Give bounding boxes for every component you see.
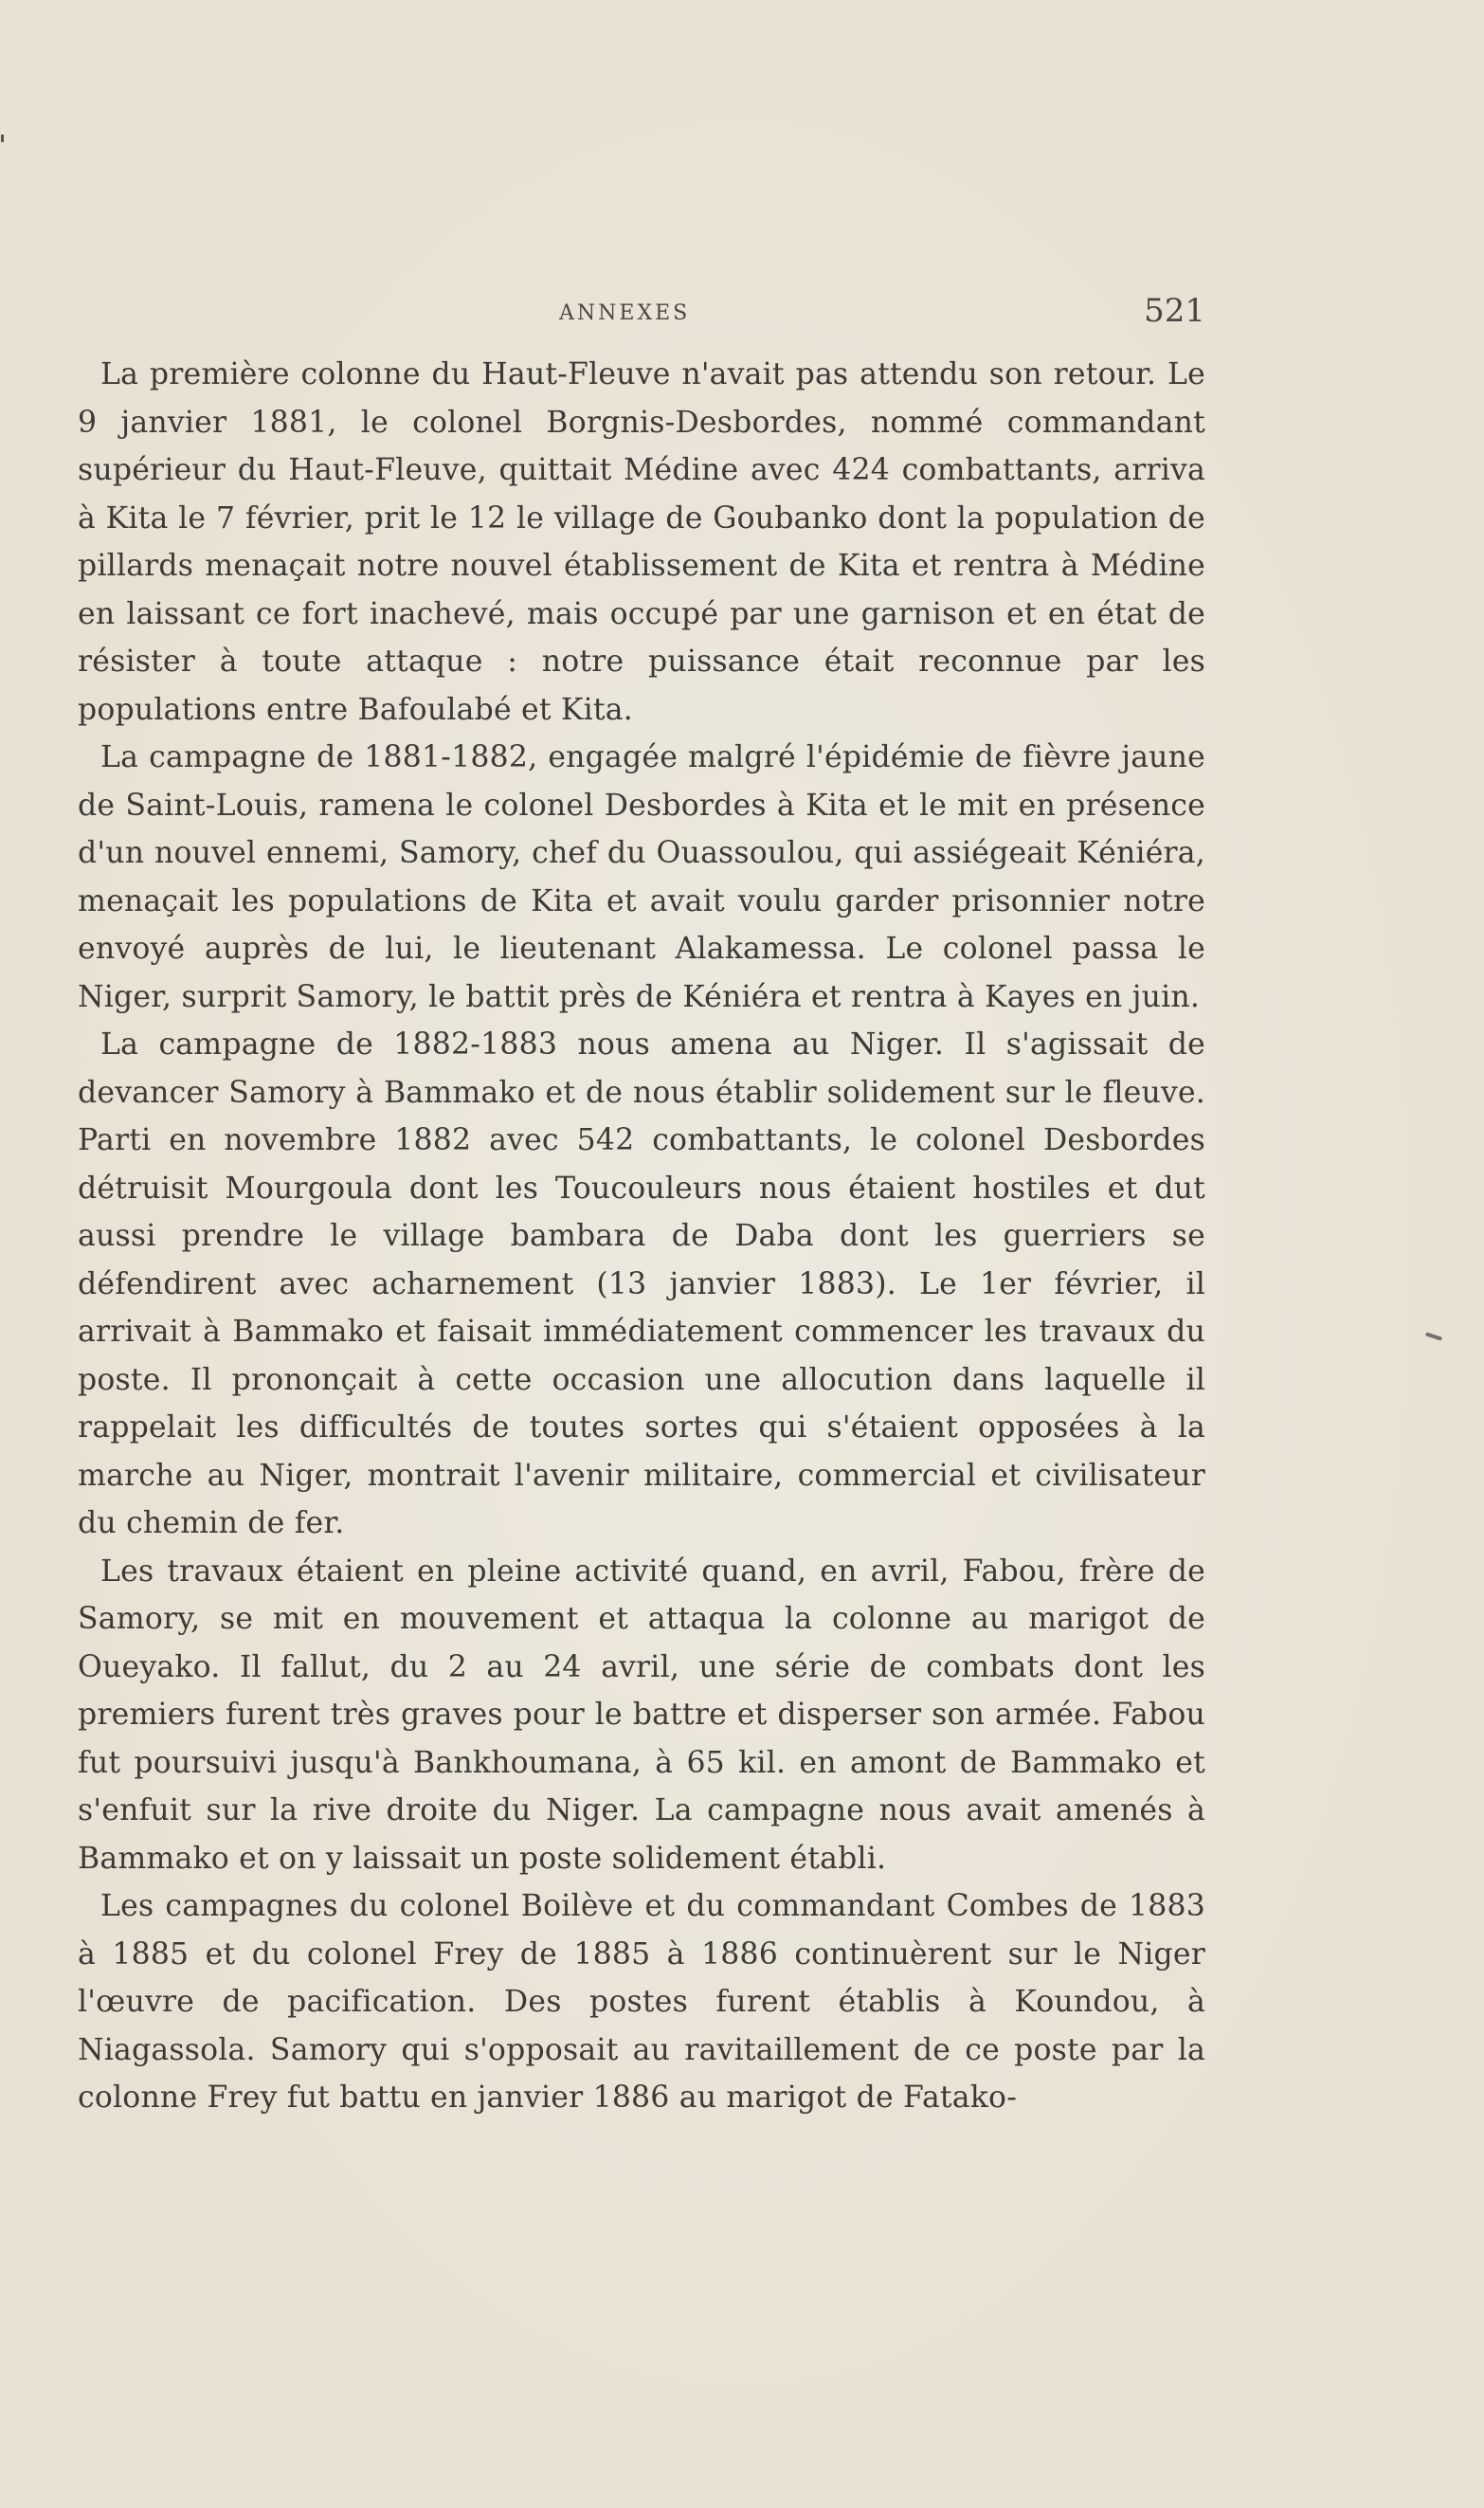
paragraph: La campagne de 1882-1883 nous amena au Niger. Il s'agissait de devancer Samory à Bammako et de nous établir solidement sur le fleuve. Parti en novembre 1882 avec 542 combattants, le colonel Desbordes détruisit Mourgoula dont les Toucouleurs nous étaient hostiles et dut aussi prendre le village bambara de Daba dont les guerriers se défendirent avec acharnement (13 janvier 1883). Le 1er février, il arrivait à Bammako et faisait immédiatement commencer les travaux du poste. Il prononçait à cette occasion une allocution dans laquelle il rappelait les difficultés de toutes sortes qui s'étaient opposées à la marche au Niger, montrait l'avenir militaire, commercial et civilisateur du chemin de fer. xyxy=(78,1027,1205,1540)
page-header xyxy=(559,292,1205,339)
body-text xyxy=(78,351,1205,2122)
margin-mark xyxy=(1425,1332,1442,1340)
paragraph: La campagne de 1881-1882, engagée malgré l'épidémie de fièvre jaune de Saint-Louis, ramena le colonel Desbordes à Kita et le mit en présence d'un nouvel ennemi, Samory, chef du Ouassoulou, qui assiégeait Kéniéra, menaçait les populations de Kita et avait voulu garder prisonnier notre envoyé auprès de lui, le lieutenant Alakamessa. Le colonel passa le Niger, surprit Samory, le battit près de Kéniéra et rentra à Kayes en juin. xyxy=(78,740,1205,1014)
paragraph: La première colonne du Haut-Fleuve n'avait pas attendu son retour. Le 9 janvier 1881, le colonel Borgnis-Desbordes, nommé commandant supérieur du Haut-Fleuve, quittait Médine avec 424 combattants, arriva à Kita le 7 février, prit le 12 le village de Goubanko dont la population de pillards menaçait notre nouvel établissement de Kita et rentra à Médine en laissant ce fort inachevé, mais occupé par une garnison et en état de résister à toute attaque : notre puissance était reconnue par les populations entre Bafoulabé et Kita. xyxy=(78,357,1205,727)
scan-speck xyxy=(1,135,4,142)
running-head: ANNEXES xyxy=(559,301,691,325)
paragraph: Les travaux étaient en pleine activité quand, en avril, Fabou, frère de Samory, se mit en mouvement et attaqua la colonne au marigot de Oueyako. Il fallut, du 2 au 24 avril, une série de combats dont les premiers furent très graves pour le battre et disperser son armée. Fabou fut poursuivi jusqu'à Bankhoumana, à 65 kil. en amont de Bammako et s'enfuit sur la rive droite du Niger. La campagne nous avait amenés à Bammako et on y laissait un poste solidement établi. xyxy=(78,1554,1205,1876)
paragraph: Les campagnes du colonel Boilève et du commandant Combes de 1883 à 1885 et du colonel Frey de 1885 à 1886 continuèrent sur le Niger l'œuvre de pacification. Des postes furent établis à Koundou, à Niagassola. Samory qui s'opposait au ravitaillement de ce poste par la colonne Frey fut battu en janvier 1886 au marigot de Fatako- xyxy=(78,1889,1205,2115)
page-number: 521 xyxy=(1144,292,1205,330)
